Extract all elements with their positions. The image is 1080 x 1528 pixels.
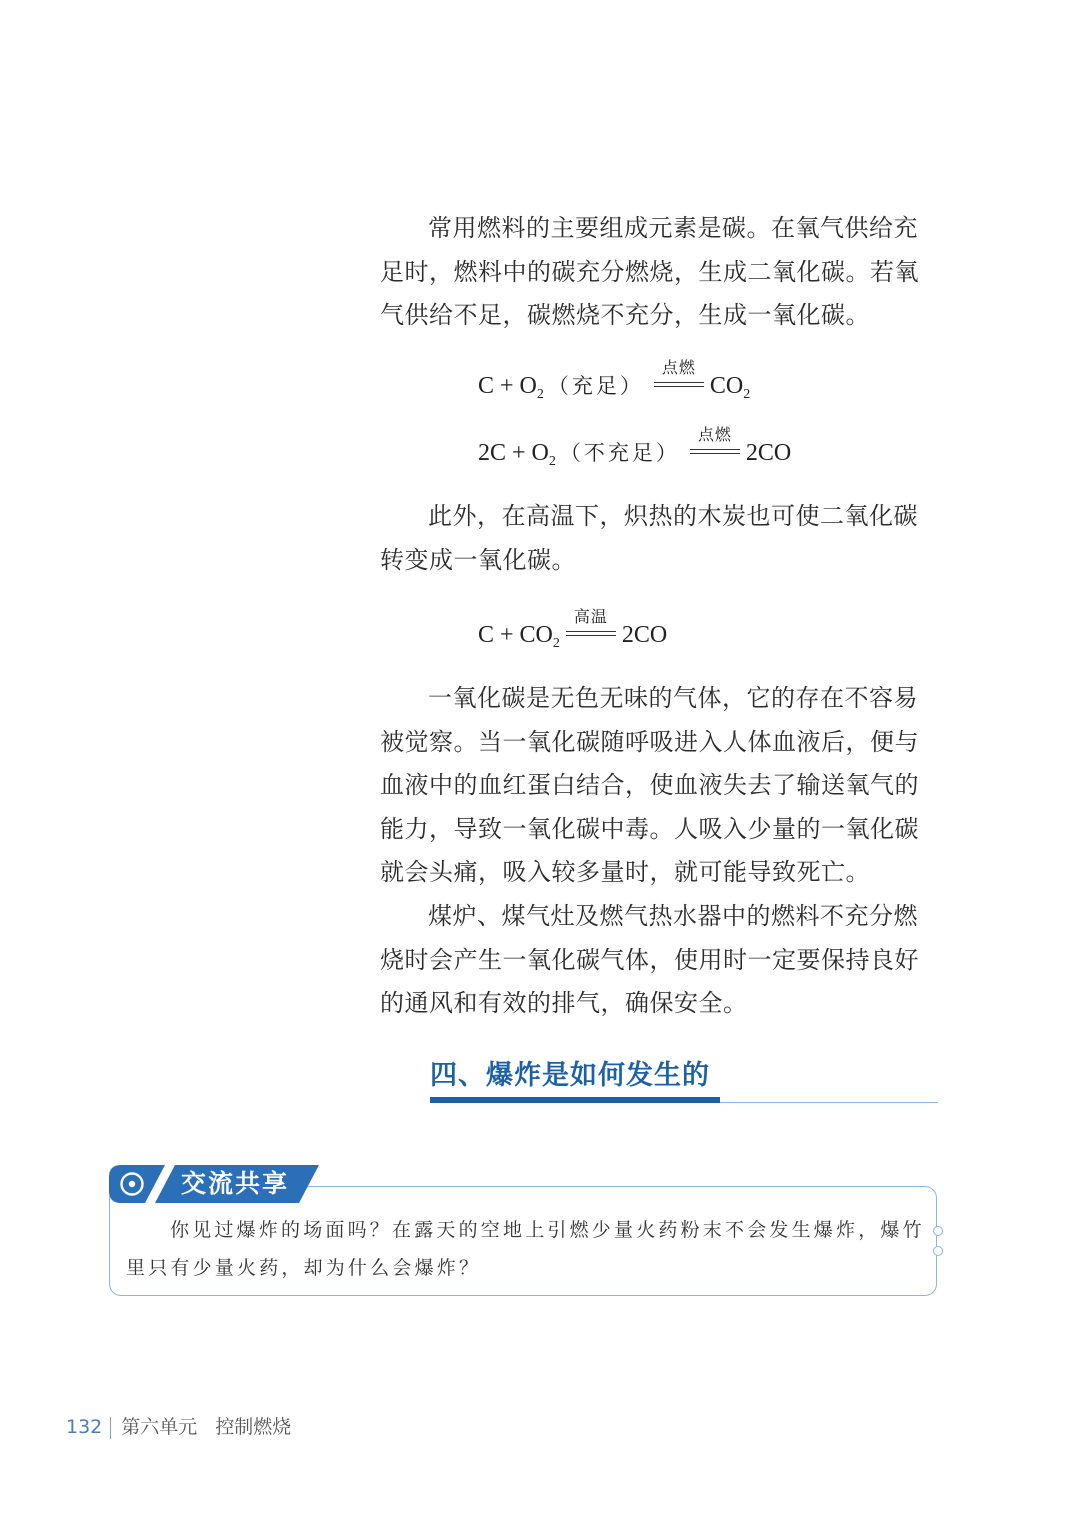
reaction-arrow: 高温 — [566, 615, 616, 655]
section-heading: 四、爆炸是如何发生的 — [430, 1060, 710, 1091]
equation-product: CO — [709, 373, 744, 399]
equation-reactants: C + O — [478, 373, 537, 399]
section-divider — [720, 1102, 938, 1103]
discussion-question: 你见过爆炸的场面吗？在露天的空地上引燃少量火药粉末不会发生爆炸，爆竹里只有少量火药，却为什么会爆炸？ — [126, 1219, 925, 1279]
reaction-arrow: 点燃 — [690, 433, 740, 473]
paragraph-carbon-combustion: 常用燃料的主要组成元素是碳。在氧气供给充足时，燃料中的碳充分燃烧，生成二氧化碳。若氧气供给不足，碳燃烧不充分，生成一氧化碳。 — [380, 214, 919, 329]
discussion-tab — [109, 1165, 319, 1203]
paragraph-co-poisoning: 一氧化碳是无色无味的气体，它的存在不容易被觉察。当一氧化碳随呼吸进入人体血液后，便与血液中的血红蛋白结合，使血液失去了输送氧气的能力，导致一氧化碳中毒。人吸入少量的一氧化碳就会头痛，吸入较多量时，就可能导致死亡。 — [380, 684, 919, 886]
discussion-label: 交流共享 — [181, 1169, 290, 1198]
equation-incomplete-combustion: $2C + O_2$ （不充足） 点燃 2CO — [478, 433, 791, 473]
paragraph-high-temperature: 此外，在高温下，炽热的木炭也可使二氧化碳转变成一氧化碳。 — [380, 502, 918, 574]
equation-complete-combustion: $C + O_2$ （充足） 点燃 $CO_2$ — [478, 366, 750, 406]
paragraph-safety: 煤炉、煤气灶及燃气热水器中的燃料不充分燃烧时会产生一氧化碳气体，使用时一定要保持良好的通风和有效的排气，确保安全。 — [380, 902, 919, 1017]
equation-condition: （充足） — [547, 374, 644, 398]
page-number: 132 — [66, 1416, 103, 1438]
reaction-arrow: 点燃 — [654, 366, 704, 406]
equation-product: 2CO — [745, 440, 792, 466]
equation-reactants: 2C + O — [478, 440, 549, 466]
page-footer — [66, 1410, 291, 1444]
decorative-dot — [933, 1246, 943, 1256]
equation-carbon-dioxide-reduction: $C + CO_2$ 高温 2CO — [478, 615, 667, 655]
equation-reactants: C + CO — [478, 622, 553, 648]
equation-condition: （不充足） — [559, 441, 680, 465]
section-heading-underline — [430, 1097, 720, 1103]
footer-separator — [110, 1417, 111, 1439]
unit-title: 第六单元 — [121, 1416, 198, 1438]
equation-product: 2CO — [621, 622, 668, 648]
decorative-dot — [933, 1226, 943, 1236]
chapter-title: 控制燃烧 — [215, 1416, 292, 1438]
target-icon — [119, 1171, 145, 1197]
